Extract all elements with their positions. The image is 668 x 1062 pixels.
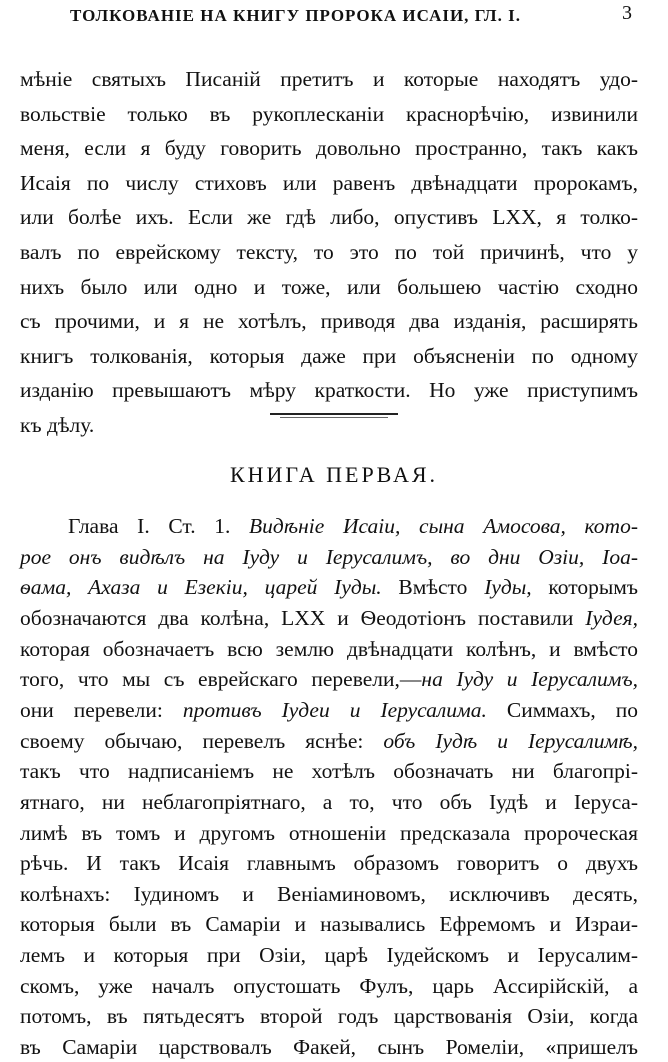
text-line <box>20 1032 638 1062</box>
text-line <box>20 756 638 786</box>
text-run: ятнаго, ни неблагопріятнаго, а то, что объ Іудѣ и Іерусa- <box>20 789 638 814</box>
text-line <box>20 634 638 664</box>
text-line: или болѣе ихъ. Если же гдѣ либо, опустивъ LXX, я толко- <box>20 205 638 230</box>
text-line: валъ по еврейскому тексту, то это по той причинѣ, что у <box>20 240 638 264</box>
text-line: съ прочими, и я не хотѣлъ, приводя два изданія, расширять <box>20 309 638 334</box>
text-line <box>20 879 638 909</box>
italic-quote: Іудея, <box>585 605 638 630</box>
text-line <box>20 603 638 633</box>
text-line <box>20 664 638 694</box>
text-run: обозначаются два колѣна, LXX и Ѳеодотіонъ поставили <box>20 605 586 630</box>
text-run: своему обычаю, перевелъ яснѣе: <box>20 728 384 753</box>
text-line <box>20 971 638 1001</box>
text-line: къ дѣлу. <box>20 413 95 437</box>
text-line <box>20 787 638 817</box>
italic-quote: объ Іудѣ и Іерусалимѣ, <box>383 728 638 753</box>
chapter-title: КНИГА ПЕРВАЯ. <box>229 462 439 487</box>
italic-quote: Видѣніе Исаіи, сына Амосова, кото- <box>249 514 638 538</box>
text-line: Исаія по числу стиховъ или равенъ двѣнадцати пророкамъ, <box>20 170 638 195</box>
text-run: въ Самаріи царствовалъ Факей, сынъ Ромеліи, «пришелъ <box>20 1035 638 1060</box>
text-line <box>20 848 638 878</box>
text-line <box>20 1001 638 1031</box>
text-run: которымъ <box>531 575 638 600</box>
page-number: 3 <box>622 2 632 24</box>
text-line <box>20 695 638 725</box>
text-run: Симмахъ, по <box>486 697 638 722</box>
text-line <box>20 542 638 572</box>
italic-quote: Іуды, <box>484 575 532 600</box>
running-title: ТОЛКОВАНІЕ НА КНИГУ ПРОРОКА ИСАІИ, ГЛ. I. <box>70 6 521 25</box>
section-divider <box>270 413 398 415</box>
text-line <box>20 572 638 602</box>
italic-quote: рое онъ видѣлъ на Іуду и Іерусалимъ, во дни Озіи, Іоа- <box>20 544 638 569</box>
text-line: вольствіе только въ рукоплесканіи краснорѣчію, извинили <box>20 101 638 126</box>
text-run: рѣчь. И такъ Исаія главнымъ образомъ говоритъ о двухъ <box>20 851 638 876</box>
italic-quote: противъ Іудеи и Іерусалима. <box>182 697 487 722</box>
text-run: лемъ и которыя при Озіи, царѣ Іудейскомъ и Іерусалим- <box>20 943 638 968</box>
text-line <box>68 511 638 541</box>
text-line: мѣніе святыхъ Писаній претитъ и которые находятъ удо- <box>20 67 638 91</box>
text-run: лимѣ въ томъ и другомъ отношеніи предсказала пророческая <box>20 820 638 845</box>
text-run: Глава I. Ст. 1. <box>68 514 250 538</box>
text-run: колѣнахъ: Іудиномъ и Веніаминовомъ, исключивъ десять, <box>20 881 638 906</box>
text-line <box>20 818 638 848</box>
text-line: меня, если я буду говорить довольно пространно, такъ какъ <box>20 136 638 161</box>
text-run: которая обозначаетъ всю землю двѣнадцати колѣнъ, и вмѣсто <box>20 636 638 661</box>
text-run: Вмѣсто <box>381 575 485 600</box>
text-line <box>20 940 638 970</box>
text-run: скомъ, уже началъ опустошать Фулъ, царь Ассирійскій, а <box>20 973 638 998</box>
text-run: такъ что надписаніемъ не хотѣлъ обозначать ни благопрі- <box>20 759 638 784</box>
text-run: которыя были въ Самаріи и назывались Ефремомъ и Израи- <box>20 912 638 937</box>
italic-quote: на Іуду и Іерусалимъ, <box>421 667 638 692</box>
text-line: книгъ толкованія, которыя даже при объясненіи по одному <box>20 343 638 368</box>
text-run: потомъ, въ пятьдесятъ второй годъ царствованія Озіи, когда <box>20 1004 638 1029</box>
text-line: изданію превышаютъ мѣру краткости. Но уже приступимъ <box>20 378 638 403</box>
text-run: того, что мы съ еврейскаго перевели,— <box>20 667 422 692</box>
text-line <box>20 909 638 939</box>
text-line: нихъ было или одно и тоже, или большею частію сходно <box>20 274 638 299</box>
text-line <box>20 726 638 756</box>
text-run: они перевели: <box>20 697 183 722</box>
italic-quote: ѳама, Ахаза и Езекіи, царей Іуды. <box>20 575 382 600</box>
